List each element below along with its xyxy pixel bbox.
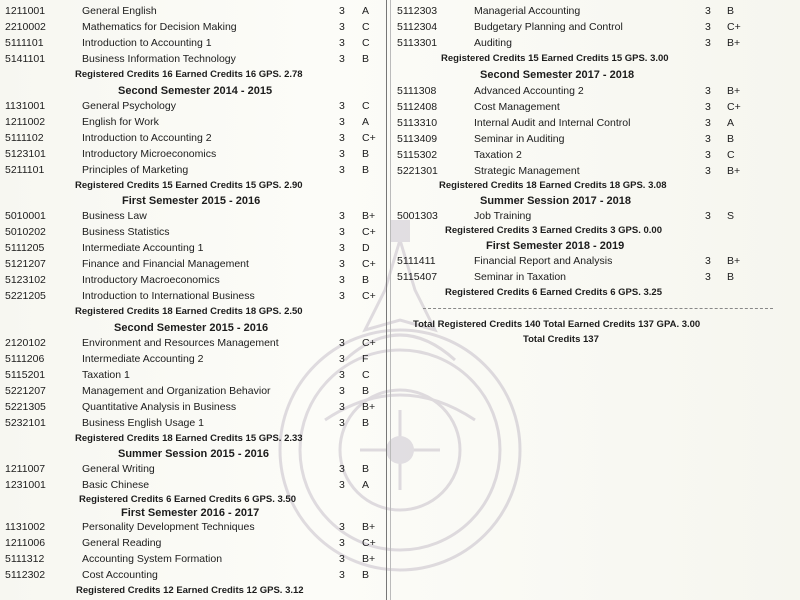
course-credits: 3 xyxy=(339,537,345,549)
semester-heading: First Semester 2018 - 2019 xyxy=(486,240,625,252)
course-title: Budgetary Planning and Control xyxy=(474,21,623,33)
course-grade: C+ xyxy=(362,290,376,302)
course-title: Introduction to Accounting 2 xyxy=(82,132,212,144)
course-title: Seminar in Taxation xyxy=(474,271,567,283)
course-code: 5112304 xyxy=(397,21,438,33)
course-title: Quantitative Analysis in Business xyxy=(82,401,237,413)
course-title: Taxation 2 xyxy=(474,149,522,161)
semester-summary: Registered Credits 18 Earned Credits 18 GPS. 3.08 xyxy=(439,180,667,191)
course-grade: C xyxy=(727,149,735,161)
course-credits: 3 xyxy=(705,117,711,129)
course-credits: 3 xyxy=(339,100,345,112)
course-credits: 3 xyxy=(339,148,345,160)
course-code: 1211007 xyxy=(5,463,46,475)
course-grade: A xyxy=(362,479,370,491)
course-grade: B xyxy=(727,271,735,283)
course-credits: 3 xyxy=(705,133,711,145)
course-grade: F xyxy=(362,353,369,365)
course-credits: 3 xyxy=(339,226,345,238)
course-grade: B+ xyxy=(362,210,376,222)
course-code: 1211001 xyxy=(5,5,46,17)
course-code: 5123101 xyxy=(5,148,46,160)
course-title: Internal Audit and Internal Control xyxy=(474,117,631,129)
semester-summary: Registered Credits 18 Earned Credits 15 GPS. 2.33 xyxy=(75,433,303,444)
course-grade: C+ xyxy=(362,337,376,349)
course-code: 5112408 xyxy=(397,101,438,113)
course-title: Job Training xyxy=(474,210,532,222)
column-divider xyxy=(386,0,387,600)
course-grade: B xyxy=(362,385,370,397)
course-code: 5010001 xyxy=(5,210,46,222)
course-grade: D xyxy=(362,242,370,254)
course-code: 1211006 xyxy=(5,537,46,549)
course-title: General Reading xyxy=(82,537,162,549)
course-credits: 3 xyxy=(705,37,711,49)
course-title: Finance and Financial Management xyxy=(82,258,249,270)
course-code: 5221305 xyxy=(5,401,46,413)
course-credits: 3 xyxy=(339,290,345,302)
course-code: 1131002 xyxy=(5,521,46,533)
course-credits: 3 xyxy=(339,258,345,270)
course-credits: 3 xyxy=(705,210,711,222)
course-title: English for Work xyxy=(82,116,159,128)
course-credits: 3 xyxy=(339,274,345,286)
course-title: Introductory Macroeconomics xyxy=(82,274,220,286)
course-credits: 3 xyxy=(339,5,345,17)
course-grade: C+ xyxy=(362,132,376,144)
semester-summary: Registered Credits 6 Earned Credits 6 GPS. 3.50 xyxy=(79,494,297,505)
course-title: Managerial Accounting xyxy=(474,5,581,17)
course-credits: 3 xyxy=(705,255,711,267)
course-code: 1231001 xyxy=(5,479,46,491)
course-grade: C xyxy=(362,369,370,381)
total-credits-summary: Total Registered Credits 140 Total Earned Credits 137 GPA. 3.00 xyxy=(413,319,701,330)
course-title: Basic Chinese xyxy=(82,479,150,491)
course-grade: C xyxy=(362,37,370,49)
course-title: General English xyxy=(82,5,157,17)
course-credits: 3 xyxy=(339,569,345,581)
course-code: 5123102 xyxy=(5,274,46,286)
course-code: 5112303 xyxy=(397,5,438,17)
semester-heading: Second Semester 2014 - 2015 xyxy=(118,85,273,97)
semester-summary: Registered Credits 12 Earned Credits 12 GPS. 3.12 xyxy=(76,585,304,596)
semester-heading: Summer Session 2015 - 2016 xyxy=(118,448,270,460)
course-credits: 3 xyxy=(339,463,345,475)
course-grade: B xyxy=(362,417,370,429)
course-code: 5111102 xyxy=(5,132,44,144)
course-title: Advanced Accounting 2 xyxy=(474,85,584,97)
course-grade: C+ xyxy=(727,21,741,33)
course-code: 5111308 xyxy=(397,85,437,97)
course-code: 1211002 xyxy=(5,116,46,128)
course-credits: 3 xyxy=(339,353,345,365)
course-credits: 3 xyxy=(339,553,345,565)
course-credits: 3 xyxy=(339,37,345,49)
course-title: Introductory Microeconomics xyxy=(82,148,217,160)
course-credits: 3 xyxy=(339,53,345,65)
semester-heading: Summer Session 2017 - 2018 xyxy=(480,195,632,207)
course-grade: B xyxy=(362,148,370,160)
course-title: Cost Accounting xyxy=(82,569,158,581)
course-code: 5010202 xyxy=(5,226,46,238)
course-grade: A xyxy=(362,5,370,17)
course-title: Seminar in Auditing xyxy=(474,133,565,145)
course-code: 5211101 xyxy=(5,164,45,176)
course-credits: 3 xyxy=(705,85,711,97)
semester-summary: Registered Credits 15 Earned Credits 15 GPS. 3.00 xyxy=(441,53,669,64)
course-credits: 3 xyxy=(705,271,711,283)
course-title: Personality Development Techniques xyxy=(82,521,255,533)
course-code: 5001303 xyxy=(397,210,438,222)
course-grade: B+ xyxy=(362,401,376,413)
course-credits: 3 xyxy=(339,479,345,491)
course-grade: C xyxy=(362,100,370,112)
course-credits: 3 xyxy=(705,101,711,113)
course-code: 5112302 xyxy=(5,569,46,581)
course-credits: 3 xyxy=(339,337,345,349)
course-grade: B+ xyxy=(727,255,741,267)
course-credits: 3 xyxy=(339,132,345,144)
course-code: 5221205 xyxy=(5,290,46,302)
course-title: Intermediate Accounting 1 xyxy=(82,242,204,254)
course-grade: B+ xyxy=(362,521,376,533)
course-title: General Psychology xyxy=(82,100,176,112)
course-title: Mathematics for Decision Making xyxy=(82,21,237,33)
course-code: 5121207 xyxy=(5,258,46,270)
course-credits: 3 xyxy=(339,385,345,397)
course-code: 5221301 xyxy=(397,165,438,177)
semester-summary: Registered Credits 18 Earned Credits 18 GPS. 2.50 xyxy=(75,306,303,317)
course-title: Auditing xyxy=(474,37,512,49)
course-title: Management and Organization Behavior xyxy=(82,385,271,397)
course-title: Strategic Management xyxy=(474,165,580,177)
course-code: 5113310 xyxy=(397,117,438,129)
course-title: Business Law xyxy=(82,210,147,222)
course-title: Business English Usage 1 xyxy=(82,417,204,429)
semester-heading: First Semester 2016 - 2017 xyxy=(121,507,260,519)
course-title: Cost Management xyxy=(474,101,560,113)
column-divider-inner xyxy=(390,0,391,600)
course-code: 5111312 xyxy=(5,553,45,565)
course-grade: B xyxy=(727,133,735,145)
course-code: 2210002 xyxy=(5,21,46,33)
course-grade: A xyxy=(362,116,370,128)
course-grade: A xyxy=(727,117,735,129)
course-title: Principles of Marketing xyxy=(82,164,189,176)
course-title: Environment and Resources Management xyxy=(82,337,279,349)
course-grade: B xyxy=(362,569,370,581)
course-code: 1131001 xyxy=(5,100,46,112)
course-grade: B xyxy=(362,53,370,65)
course-grade: B+ xyxy=(727,37,741,49)
course-code: 5111101 xyxy=(5,37,44,49)
course-credits: 3 xyxy=(339,116,345,128)
course-code: 5111205 xyxy=(5,242,45,254)
course-code: 5115407 xyxy=(397,271,438,283)
course-grade: B+ xyxy=(727,165,741,177)
course-grade: C+ xyxy=(727,101,741,113)
course-code: 5232101 xyxy=(5,417,46,429)
course-grade: B xyxy=(362,463,370,475)
course-title: Introduction to International Business xyxy=(82,290,255,302)
course-title: Intermediate Accounting 2 xyxy=(82,353,204,365)
course-code: 5115302 xyxy=(397,149,438,161)
semester-heading: First Semester 2015 - 2016 xyxy=(122,195,261,207)
course-title: Accounting System Formation xyxy=(82,553,223,565)
course-credits: 3 xyxy=(705,21,711,33)
course-code: 5115201 xyxy=(5,369,46,381)
course-grade: B+ xyxy=(727,85,741,97)
course-code: 5111206 xyxy=(5,353,45,365)
course-credits: 3 xyxy=(339,21,345,33)
course-credits: 3 xyxy=(339,401,345,413)
semester-heading: Second Semester 2015 - 2016 xyxy=(114,322,269,334)
course-credits: 3 xyxy=(339,210,345,222)
course-code: 5113301 xyxy=(397,37,438,49)
course-title: Financial Report and Analysis xyxy=(474,255,613,267)
course-grade: B xyxy=(362,274,370,286)
course-grade: S xyxy=(727,210,735,222)
total-credits-line: Total Credits 137 xyxy=(523,334,599,345)
course-credits: 3 xyxy=(339,164,345,176)
semester-summary: Registered Credits 6 Earned Credits 6 GPS. 3.25 xyxy=(445,287,663,298)
course-code: 2120102 xyxy=(5,337,46,349)
course-code: 5221207 xyxy=(5,385,46,397)
course-title: Introduction to Accounting 1 xyxy=(82,37,212,49)
course-credits: 3 xyxy=(339,417,345,429)
semester-heading: Second Semester 2017 - 2018 xyxy=(480,69,635,81)
course-grade: B xyxy=(727,5,735,17)
course-grade: B xyxy=(362,164,370,176)
semester-summary: Registered Credits 3 Earned Credits 3 GPS. 0.00 xyxy=(445,225,663,236)
course-code: 5141101 xyxy=(5,53,46,65)
course-credits: 3 xyxy=(705,5,711,17)
course-grade: C xyxy=(362,21,370,33)
course-credits: 3 xyxy=(339,369,345,381)
course-title: General Writing xyxy=(82,463,155,475)
course-title: Business Statistics xyxy=(82,226,170,238)
course-code: 5111411 xyxy=(397,255,436,267)
course-grade: C+ xyxy=(362,537,376,549)
course-grade: C+ xyxy=(362,258,376,270)
course-grade: B+ xyxy=(362,553,376,565)
course-code: 5113409 xyxy=(397,133,438,145)
course-title: Taxation 1 xyxy=(82,369,130,381)
course-credits: 3 xyxy=(339,521,345,533)
course-credits: 3 xyxy=(339,242,345,254)
course-grade: C+ xyxy=(362,226,376,238)
course-title: Business Information Technology xyxy=(82,53,236,65)
semester-summary: Registered Credits 15 Earned Credits 15 GPS. 2.90 xyxy=(75,180,303,191)
dashed-separator xyxy=(423,308,773,309)
semester-summary: Registered Credits 16 Earned Credits 16 GPS. 2.78 xyxy=(75,69,303,80)
course-credits: 3 xyxy=(705,149,711,161)
course-credits: 3 xyxy=(705,165,711,177)
